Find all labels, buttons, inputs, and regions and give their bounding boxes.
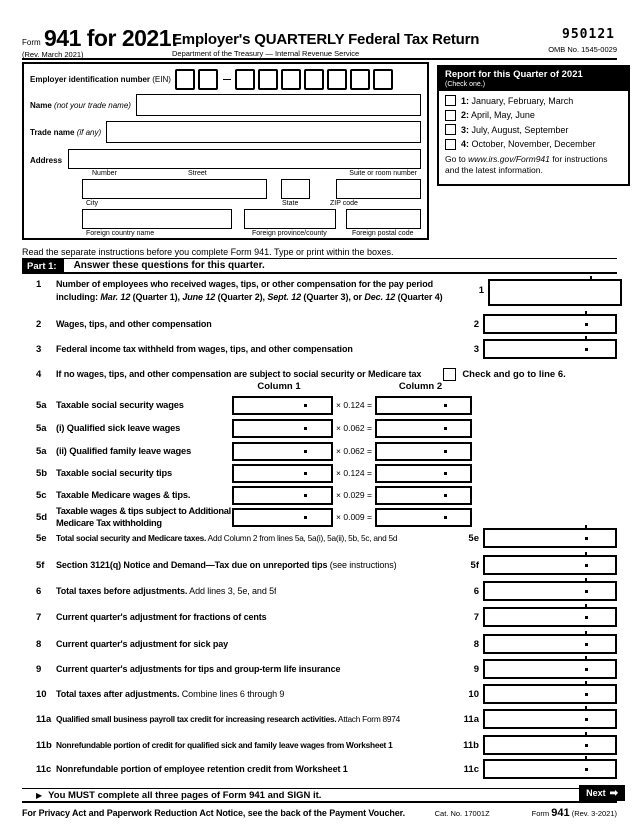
form-number-title: 941 for 2021: <box>44 25 179 51</box>
state-input[interactable] <box>281 179 311 199</box>
line-4-check-label: Check and go to line 6. <box>462 368 566 380</box>
column-headers <box>22 381 617 394</box>
irs-url: www.irs.gov/Form941 <box>468 154 550 164</box>
line-5f-amount-box[interactable] <box>483 555 617 575</box>
next-arrow-icon: ➡ <box>609 787 618 799</box>
leader-dots <box>216 319 451 329</box>
line-8-row <box>22 633 617 655</box>
trade-name-input[interactable] <box>106 121 421 143</box>
line-5d-multiplier: × 0.009 = <box>336 512 372 522</box>
line-8-number: 8 <box>36 638 42 650</box>
pointer-icon: ▶ <box>36 790 43 800</box>
line-5d-number: 5d <box>36 511 48 523</box>
line-4-number: 4 <box>36 368 42 380</box>
line-5f-row <box>22 554 617 576</box>
line-11c-number-ref: 11c <box>463 763 479 775</box>
line-5c-multiplier: × 0.029 = <box>336 490 372 500</box>
zip-label: ZIP code <box>330 200 358 207</box>
line-11b-label: Nonrefundable portion of credit for qualified sick and family leave wages from Worksheet 1 <box>56 740 393 750</box>
line-11c-row <box>22 758 617 780</box>
line-5a-number: 5a <box>36 399 47 411</box>
line-5a-col1-box[interactable] <box>232 396 333 415</box>
line-5e-label: Total social security and Medicare taxes. Add Column 2 from lines 5a, 5a(i), 5a(ii), 5b, 5c, and 5d <box>56 533 398 543</box>
ein-digit-box[interactable] <box>258 69 278 90</box>
line-5b-number: 5b <box>36 467 48 479</box>
line-10-label: Total taxes after adjustments. Combine lines 6 through 9 <box>56 689 285 699</box>
foreign-province-input[interactable] <box>244 209 336 229</box>
line-6-row <box>22 580 617 602</box>
name-input[interactable] <box>136 94 421 116</box>
line-9-amount-box[interactable] <box>483 659 617 679</box>
foreign-postal-label: Foreign postal code <box>352 230 414 237</box>
line-4-check-group <box>443 368 565 381</box>
intro-instructions: Read the separate instructions before you complete Form 941. Type or print within the boxes. <box>22 247 394 257</box>
line-8-amount-box[interactable] <box>483 634 617 654</box>
line-5e-number-ref: 5e <box>468 532 479 544</box>
quarter-option-4[interactable]: 4: October, November, December <box>445 139 622 150</box>
quarter-select-box <box>437 65 630 186</box>
column-2-header: Column 2 <box>398 381 443 392</box>
address-label: Address <box>30 156 63 165</box>
column-1-header: Column 1 <box>257 381 301 392</box>
line-3-number: 3 <box>36 343 42 355</box>
suite-label: Suite or room number <box>349 170 417 177</box>
line-9-number: 9 <box>36 663 42 675</box>
next-page-badge <box>579 785 625 801</box>
leader-dots <box>271 612 451 622</box>
leader-dots <box>401 560 452 570</box>
foreign-postal-input[interactable] <box>346 209 421 229</box>
line-10-amount-box[interactable] <box>483 684 617 704</box>
quarter-box-title: Report for this Quarter of 2021 <box>445 69 583 80</box>
city-label: City <box>86 200 99 207</box>
street-label: Street <box>188 170 207 177</box>
part1-badge: Part 1: <box>22 259 64 272</box>
zip-input[interactable] <box>336 179 421 199</box>
line-3-row <box>22 338 617 360</box>
ein-digit-box[interactable] <box>235 69 255 90</box>
ein-digit-box[interactable] <box>281 69 301 90</box>
line-9-row <box>22 658 617 680</box>
leader-dots <box>216 423 232 433</box>
line-5aii-label: (ii) Qualified family leave wages <box>56 446 192 456</box>
ein-digit-box[interactable] <box>304 69 324 90</box>
leader-dots <box>232 639 451 649</box>
line-5b-label: Taxable social security tips <box>56 468 173 478</box>
line-3-number-ref: 3 <box>473 343 479 355</box>
foreign-country-label: Foreign country name <box>86 230 155 237</box>
revision-label: (Rev. March 2021) <box>22 50 84 59</box>
line-5d-col2-box[interactable] <box>375 508 472 527</box>
page-title: Employer's QUARTERLY Federal Tax Return <box>172 31 480 48</box>
quarter-4-checkbox[interactable] <box>445 139 456 150</box>
number-label: Number <box>92 170 117 177</box>
doc-code: 950121 <box>562 27 615 42</box>
line-5b-multiplier: × 0.124 = <box>336 468 372 478</box>
name-label: Name (not your trade name) <box>30 100 131 110</box>
line-5ai-col2-box[interactable] <box>375 419 472 438</box>
line-5ai-number: 5a <box>36 422 47 434</box>
line-11a-number-ref: 11a <box>463 713 479 725</box>
leader-dots <box>216 446 232 456</box>
ein-dash <box>223 79 231 80</box>
line-6-amount-box[interactable] <box>483 581 617 601</box>
line-5c-number: 5c <box>36 489 47 501</box>
line-1-number: 1 <box>36 279 42 290</box>
state-label: State <box>282 200 299 207</box>
foreign-sublabels <box>30 229 421 238</box>
line-5ai-multiplier: × 0.062 = <box>336 423 372 433</box>
line-4-checkbox[interactable] <box>443 368 456 381</box>
line-5c-label: Taxable Medicare wages & tips. <box>56 490 191 500</box>
line-11a-row <box>22 708 617 730</box>
catalog-number: Cat. No. 17001Z <box>434 809 490 818</box>
leader-dots <box>344 664 451 674</box>
privacy-notice: For Privacy Act and Paperwork Reduction Act Notice, see the back of the Payment Voucher. <box>22 808 405 818</box>
line-5b-col2-box[interactable] <box>375 464 472 483</box>
line-5f-label: Section 3121(q) Notice and Demand—Tax due on unreported tips (see instructions) <box>56 560 397 570</box>
city-sublabels <box>30 199 421 208</box>
leader-dots <box>280 586 451 596</box>
line-9-label: Current quarter's adjustments for tips and group-term life insurance <box>56 664 341 674</box>
city-input[interactable] <box>82 179 267 199</box>
line-5b-col1-box[interactable] <box>232 464 333 483</box>
line-9-number-ref: 9 <box>473 663 479 675</box>
line-7-number: 7 <box>36 611 42 623</box>
line-3-amount-box[interactable] <box>483 339 617 359</box>
line-10-row <box>22 683 617 705</box>
line-8-number-ref: 8 <box>473 638 479 650</box>
foreign-country-input[interactable] <box>82 209 232 229</box>
leader-dots <box>216 400 232 410</box>
line-5b-row <box>22 462 617 484</box>
line-11a-number: 11a <box>36 713 52 725</box>
line-5ai-label: (i) Qualified sick leave wages <box>56 423 181 433</box>
quarter-1-checkbox[interactable] <box>445 95 456 106</box>
part1-bar <box>22 258 617 274</box>
employer-identity-box <box>22 62 429 240</box>
line-5a-label: Taxable social security wages <box>56 400 184 410</box>
line-1-label: Number of employees who received wages, tips, or other compensation for the pay period including: Mar. 12 (Quarter 1), June 12 (Quarter 2), Sept. 12 (Quarter 3), or Dec. 12 (Quarter 4) <box>56 279 443 303</box>
line-6-number-ref: 6 <box>473 585 479 597</box>
ein-digit-box[interactable] <box>198 69 218 90</box>
line-2-row <box>22 313 617 335</box>
line-2-label: Wages, tips, and other compensation <box>56 319 212 329</box>
leader-dots <box>216 490 232 500</box>
line-8-label: Current quarter's adjustment for sick pay <box>56 639 229 649</box>
quarter-option-3[interactable]: 3: July, August, September <box>445 124 622 135</box>
line-5f-number-ref: 5f <box>470 559 479 571</box>
leader-dots <box>357 344 451 354</box>
line-5f-number: 5f <box>36 559 45 571</box>
part1-title: Answer these questions for this quarter. <box>73 260 265 271</box>
line-11a-amount-box[interactable] <box>483 709 617 729</box>
line-1-number-ref: 1 <box>478 285 484 296</box>
address-input[interactable] <box>68 149 421 169</box>
line-2-amount-box[interactable] <box>483 314 617 334</box>
address-sublabels <box>30 169 421 178</box>
line-2-number-ref: 2 <box>473 318 479 330</box>
omb-number: OMB No. 1545-0029 <box>548 45 617 54</box>
quarter-3-checkbox[interactable] <box>445 124 456 135</box>
quarter-option-2[interactable]: 2: April, May, June <box>445 110 622 121</box>
footer-row <box>22 807 617 819</box>
line-5aii-col2-box[interactable] <box>375 442 472 461</box>
line-5aii-col1-box[interactable] <box>232 442 333 461</box>
line-5aii-number: 5a <box>36 445 47 457</box>
form-reference: Form 941 (Rev. 3-2021) <box>531 807 617 819</box>
next-label: Next <box>586 788 606 798</box>
line-11a-label: Qualified small business payroll tax credit for increasing research activities. Attach Form 8974 <box>56 714 400 724</box>
line-5d-label: Taxable wages & tips subject to Additional Medicare Tax withholding <box>56 505 231 528</box>
line-5aii-row <box>22 440 617 462</box>
line-5aii-multiplier: × 0.062 = <box>336 446 372 456</box>
foreign-province-label: Foreign province/county <box>252 230 327 237</box>
line-1-row <box>22 278 617 308</box>
quarter-2-checkbox[interactable] <box>445 110 456 121</box>
leader-dots <box>288 689 451 699</box>
line-11b-number-ref: 11b <box>463 739 479 751</box>
line-11c-label: Nonrefundable portion of employee retention credit from Worksheet 1 <box>56 764 348 774</box>
quarter-box-header <box>439 67 628 91</box>
line-5ai-col1-box[interactable] <box>232 419 333 438</box>
line-7-label: Current quarter's adjustment for fractions of cents <box>56 612 267 622</box>
ein-digit-box[interactable] <box>327 69 347 90</box>
line-5a-col2-box[interactable] <box>375 396 472 415</box>
line-10-number-ref: 10 <box>468 688 479 700</box>
ein-digit-box[interactable] <box>373 69 393 90</box>
trade-name-label: Trade name (if any) <box>30 127 102 137</box>
line-5a-row <box>22 394 617 416</box>
line-11c-number: 11c <box>36 763 52 775</box>
line-6-label: Total taxes before adjustments. Add lines 3, 5e, and 5f <box>56 586 277 596</box>
line-5e-row <box>22 527 617 549</box>
line-5ai-row <box>22 417 617 439</box>
line-4-label: If no wages, tips, and other compensation are subject to social security or Medicare tax <box>56 369 422 379</box>
line-3-label: Federal income tax withheld from wages, tips, and other compensation <box>56 344 353 354</box>
quarter-option-1[interactable]: 1: January, February, March <box>445 95 622 106</box>
line-11b-row <box>22 734 617 756</box>
header-rule <box>22 58 617 60</box>
form-word-label: Form <box>22 38 41 47</box>
agency-label: Department of the Treasury — Internal Revenue Service <box>172 49 360 58</box>
line-11c-amount-box[interactable] <box>483 759 617 779</box>
line-5a-multiplier: × 0.124 = <box>336 400 372 410</box>
line-7-row <box>22 606 617 628</box>
must-complete-bar <box>22 788 617 803</box>
line-5e-number: 5e <box>36 532 47 544</box>
line-11b-amount-box[interactable] <box>483 735 617 755</box>
line-5e-amount-box[interactable] <box>483 528 617 548</box>
check-one-label: (Check one.) <box>445 81 486 88</box>
ein-label: Employer identification number (EIN) <box>30 75 171 84</box>
line-11b-number: 11b <box>36 739 52 751</box>
leader-dots <box>352 764 451 774</box>
leader-dots <box>216 468 232 478</box>
line-2-number: 2 <box>36 318 42 330</box>
line-1-amount-box[interactable] <box>488 279 622 306</box>
line-7-amount-box[interactable] <box>483 607 617 627</box>
ein-digit-box[interactable] <box>350 69 370 90</box>
line-5d-col1-box[interactable] <box>232 508 333 527</box>
must-complete-text: You MUST complete all three pages of Form 941 and SIGN it. <box>48 789 322 801</box>
line-7-number-ref: 7 <box>473 611 479 623</box>
ein-digit-box[interactable] <box>175 69 195 90</box>
line-6-number: 6 <box>36 585 42 597</box>
goto-instructions: Go to www.irs.gov/Form941 for instructions and the latest information. <box>445 154 608 175</box>
line-10-number: 10 <box>36 688 47 700</box>
